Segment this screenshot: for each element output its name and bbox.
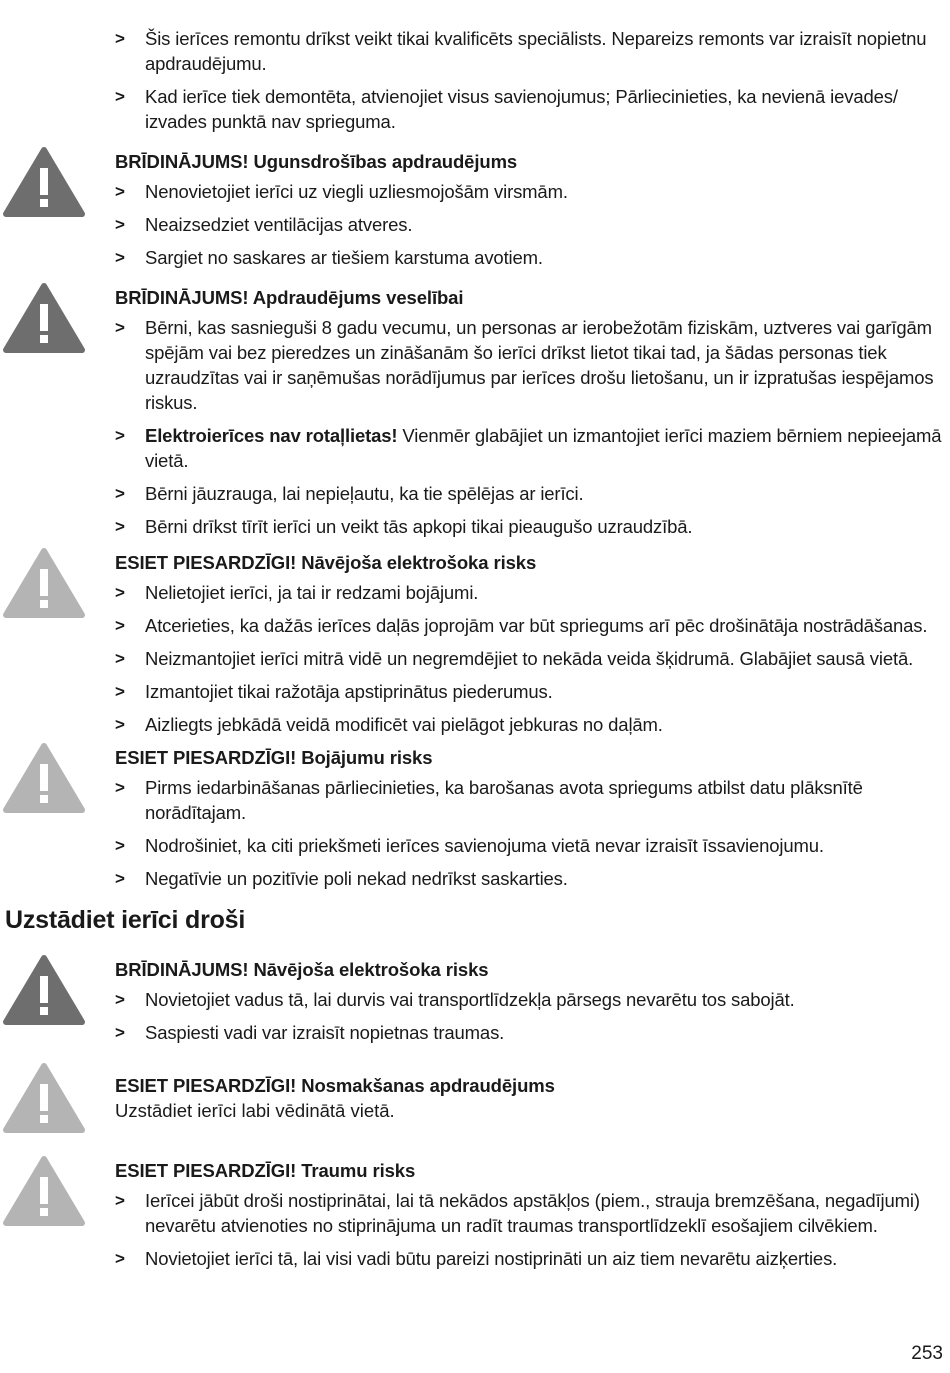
bullet-marker: >	[115, 1023, 125, 1042]
bullet-marker: >	[115, 484, 125, 503]
list-item-text: Bērni, kas sasnieguši 8 gadu vecumu, un personas ar ierobežotām fiziskām, uztveres vai garīgām spējām vai bez pieredzes un zināšanām šo ierīci drīkst lietot tikai tad, ja šādas personas tiek uzraudzītas vai ir saņēmušas norādījumus par ierīces drošu lietošanu, un ir izpratušas iespējamos riskus.	[145, 317, 934, 413]
list-item	[115, 613, 945, 638]
bullet-marker: >	[115, 990, 125, 1009]
caution-triangle-icon	[3, 1062, 85, 1134]
list-item	[115, 315, 945, 415]
list-item-text: Negatīvie un pozitīvie poli nekad nedrīkst saskarties.	[145, 868, 568, 889]
list-item	[115, 1246, 945, 1271]
list-item-text: Bērni jāuzrauga, lai nepieļautu, ka tie spēlējas ar ierīci.	[145, 483, 584, 504]
bullet-marker: >	[115, 583, 125, 602]
list-item-text: Ierīcei jābūt droši nostiprinātai, lai tā nekādos apstākļos (piem., strauja bremzēšana, negadījumi) nevarētu atvienoties no stiprinājuma un radīt traumas transportlīdzeklī esošajiem cilvēkiem.	[145, 1190, 920, 1236]
warning-title: ESIET PIESARDZĪGI! Nāvējoša elektrošoka risks	[115, 552, 537, 573]
bullet-marker: >	[115, 426, 125, 445]
list-item-text: Atcerieties, ka dažās ierīces daļās joprojām var būt spriegums arī pēc drošinātāja nostrādāšanas.	[145, 615, 928, 636]
list-item	[115, 679, 945, 704]
bullet-marker: >	[115, 682, 125, 701]
bullet-marker: >	[115, 836, 125, 855]
list-item	[115, 712, 945, 737]
bullet-marker: >	[115, 1249, 125, 1268]
warning-title: ESIET PIESARDZĪGI! Traumu risks	[115, 1160, 416, 1181]
page-number: 253	[911, 1343, 943, 1364]
list-item-text: Neizmantojiet ierīci mitrā vidē un negremdējiet to nekāda veida šķidrumā. Glabājiet sausā vietā.	[145, 648, 914, 669]
list-item-text: Pirms iedarbināšanas pārliecinieties, ka barošanas avota spriegums atbilst datu plāksnītē norādītajam.	[145, 777, 863, 823]
warning-title: ESIET PIESARDZĪGI! Bojājumu risks	[115, 747, 433, 768]
bullet-marker: >	[115, 318, 125, 337]
list-item	[115, 866, 945, 891]
bullet-marker: >	[115, 869, 125, 888]
list-item	[115, 245, 945, 270]
caution-triangle-icon	[3, 742, 85, 814]
list-item	[115, 580, 945, 605]
section-heading: Uzstādiet ierīci droši	[5, 906, 246, 934]
list-item-text: Vienmēr glabājiet un izmantojiet ierīci maziem bērniem nepieejamā vietā.	[145, 425, 942, 471]
list-item	[115, 833, 945, 858]
list-item-text: Novietojiet vadus tā, lai durvis vai transportlīdzekļa pārsegs nevarētu tos sabojāt.	[145, 989, 795, 1010]
list-item-text: Nenovietojiet ierīci uz viegli uzliesmojošām virsmām.	[145, 181, 568, 202]
list-item	[115, 179, 945, 204]
warning-title: ESIET PIESARDZĪGI! Nosmakšanas apdraudējums	[115, 1075, 555, 1096]
list-item-text: Aizliegts jebkādā veidā modificēt vai pielāgot jebkuras no daļām.	[145, 714, 663, 735]
list-item-emphasis: Elektroierīces nav rotaļlietas!	[145, 425, 398, 446]
bullet-marker: >	[115, 215, 125, 234]
warning-triangle-icon	[3, 954, 85, 1026]
warning-title: BRĪDINĀJUMS! Nāvējoša elektrošoka risks	[115, 959, 489, 980]
list-item	[115, 646, 945, 671]
bullet-marker: >	[115, 715, 125, 734]
bullet-marker: >	[115, 182, 125, 201]
list-item-text: Kad ierīce tiek demontēta, atvienojiet visus savienojumus; Pārliecinieties, ka nevienā ievades/ izvades punktā nav sprieguma.	[145, 86, 898, 132]
warning-triangle-icon	[3, 282, 85, 354]
list-item-text: Sargiet no saskares ar tiešiem karstuma avotiem.	[145, 247, 543, 268]
list-item	[115, 481, 945, 506]
warning-text: Uzstādiet ierīci labi vēdinātā vietā.	[115, 1100, 395, 1121]
list-item-text: Neaizsedziet ventilācijas atveres.	[145, 214, 413, 235]
list-item-text: Izmantojiet tikai ražotāja apstiprinātus piederumus.	[145, 681, 553, 702]
intro-list-block	[115, 26, 945, 142]
bullet-marker: >	[115, 517, 125, 536]
warning-title: BRĪDINĀJUMS! Apdraudējums veselībai	[115, 287, 464, 308]
caution-triangle-icon	[3, 1155, 85, 1227]
warning-title: BRĪDINĀJUMS! Ugunsdrošības apdraudējums	[115, 151, 518, 172]
list-item-text: Novietojiet ierīci tā, lai visi vadi būtu pareizi nostiprināti un aiz tiem nevarētu aizķerties.	[145, 1248, 838, 1269]
list-item	[115, 987, 945, 1012]
list-item-text: Bērni drīkst tīrīt ierīci un veikt tās apkopi tikai pieaugušo uzraudzībā.	[145, 516, 693, 537]
bullet-marker: >	[115, 778, 125, 797]
list-item	[115, 514, 945, 539]
list-item	[115, 212, 945, 237]
list-item-text: Šis ierīces remontu drīkst veikt tikai kvalificēts speciālists. Nepareizs remonts var izraisīt nopietnu apdraudējumu.	[145, 28, 927, 74]
list-item	[115, 775, 945, 825]
list-item-text: Nodrošiniet, ka citi priekšmeti ierīces savienojuma vietā nevar izraisīt īssavienojumu.	[145, 835, 824, 856]
bullet-marker: >	[115, 248, 125, 267]
list-item	[115, 84, 945, 134]
list-item	[115, 423, 945, 473]
bullet-marker: >	[115, 649, 125, 668]
bullet-marker: >	[115, 616, 125, 635]
bullet-marker: >	[115, 29, 125, 48]
list-item	[115, 1020, 945, 1045]
list-item	[115, 26, 945, 76]
list-item-text: Saspiesti vadi var izraisīt nopietnas traumas.	[145, 1022, 505, 1043]
caution-triangle-icon	[3, 547, 85, 619]
list-item	[115, 1188, 945, 1238]
bullet-marker: >	[115, 87, 125, 106]
list-item-text: Nelietojiet ierīci, ja tai ir redzami bojājumi.	[145, 582, 479, 603]
warning-triangle-icon	[3, 146, 85, 218]
bullet-marker: >	[115, 1191, 125, 1210]
